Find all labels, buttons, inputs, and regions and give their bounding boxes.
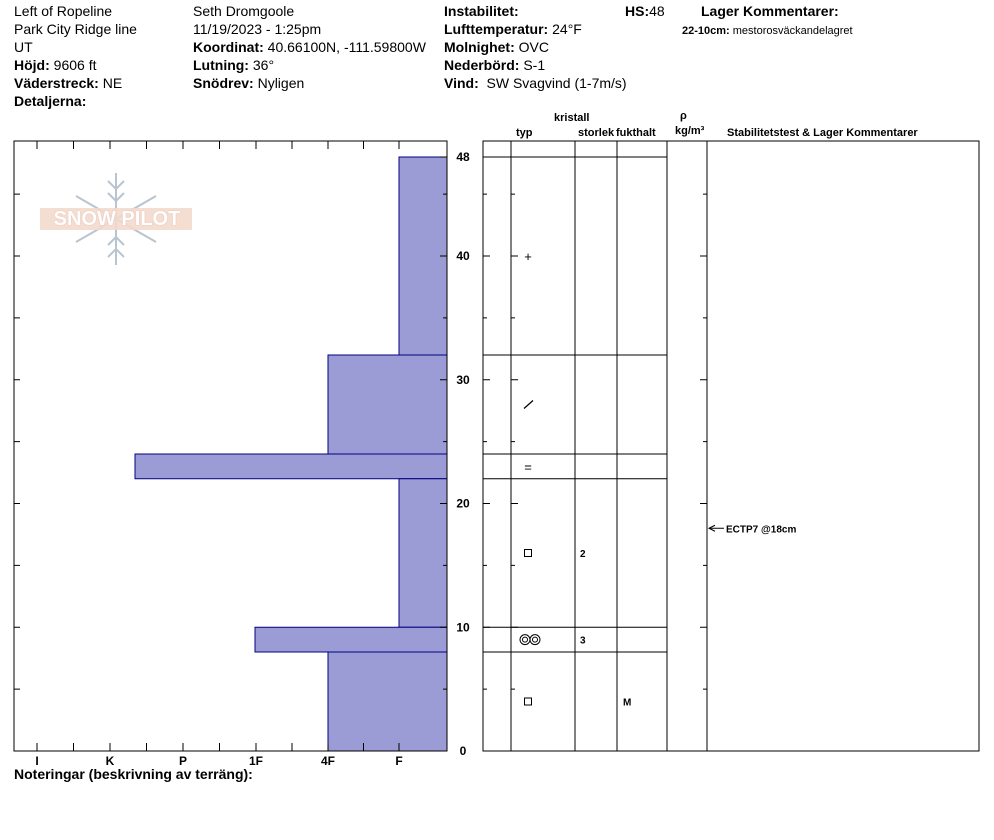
- layer-type-symbol-4-outer-0: [520, 635, 530, 645]
- aspect-label: Väderstreck:: [14, 75, 99, 91]
- layer-table-frame: [483, 141, 979, 751]
- sky-value: OVC: [518, 39, 549, 55]
- layer-comment-text: mestorosväckandelagret: [732, 25, 853, 37]
- layer-comments-label: Lager Kommentarer:: [701, 3, 839, 19]
- elevation-value: 9606 ft: [53, 57, 97, 73]
- y-tick-label-40: 40: [456, 249, 470, 263]
- hardness-bar-0: [399, 157, 447, 355]
- drift-value: Nyligen: [257, 75, 305, 91]
- layer-type-symbol-2: =: [524, 459, 532, 475]
- coordinate-label: Koordinat:: [193, 39, 264, 55]
- stability-test-label-0: ECTP7 @18cm: [726, 524, 797, 536]
- wind-value: SW Svagvind (1-7m/s): [486, 75, 627, 91]
- y-tick-label-10: 10: [456, 620, 470, 635]
- layer-type-symbol-4-outer-1: [530, 635, 540, 645]
- details-label: Detaljerna:: [14, 93, 87, 109]
- y-tick-label-0: 0: [459, 744, 467, 758]
- hardness-bar-2: [135, 454, 447, 479]
- aspect-value: NE: [102, 75, 123, 91]
- hardness-bar-1: [328, 355, 447, 454]
- logo-text: SNOW PILOT: [53, 208, 181, 230]
- layer-type-symbol-4-inner-0: [523, 637, 528, 642]
- crystal-header: kristall: [554, 112, 590, 124]
- drift-label: Snödrev:: [193, 75, 254, 91]
- state-name: UT: [14, 39, 33, 55]
- hardness-bar-4: [255, 627, 447, 652]
- notes-label: Noteringar (beskrivning av terräng):: [14, 766, 253, 782]
- layer-size-3: 2: [580, 549, 586, 560]
- slope-value: 36°: [252, 57, 275, 73]
- location-name: Left of Ropeline: [14, 3, 113, 19]
- layer-type-symbol-4-inner-1: [533, 637, 538, 642]
- x-tick-label-K: K: [105, 754, 115, 768]
- size-header: storlek: [578, 127, 615, 139]
- y-tick-label-30: 30: [456, 372, 470, 387]
- instability-label: Instabilitet:: [444, 3, 519, 19]
- y-tick-label-20: 20: [456, 496, 470, 511]
- wind-label: Vind:: [444, 75, 479, 91]
- airtemp-value: 24°F: [552, 21, 582, 37]
- hs-label: HS:: [625, 3, 650, 19]
- layer-moisture-5: M: [623, 697, 632, 709]
- density-unit-header: kg/m³: [675, 125, 705, 137]
- layer-type-symbol-0: +: [524, 249, 532, 264]
- type-header: typ: [516, 127, 533, 139]
- x-tick-label-I: I: [35, 754, 39, 768]
- rho-header: ρ: [680, 110, 687, 122]
- x-tick-label-P: P: [178, 754, 188, 768]
- precip-label: Nederbörd:: [444, 57, 520, 73]
- airtemp-label: Lufttemperatur:: [444, 21, 549, 37]
- stability-header: Stabilitetstest & Lager Kommentarer: [727, 127, 918, 139]
- hs-value: 48: [649, 3, 665, 19]
- route-name: Park City Ridge line: [14, 21, 137, 37]
- x-tick-label-1F: 1F: [248, 754, 264, 768]
- observation-datetime: 11/19/2023 - 1:25pm: [193, 21, 322, 37]
- elevation-label: Höjd:: [14, 57, 50, 73]
- hardness-bar-3: [399, 479, 447, 628]
- layer-comment-depth: 22-10cm:: [682, 25, 730, 37]
- sky-label: Molnighet:: [444, 39, 515, 55]
- slope-label: Lutning:: [193, 57, 249, 73]
- coordinate-value: 40.66100N, -111.59800W: [267, 39, 426, 55]
- hardness-bar-5: [328, 652, 447, 751]
- precip-value: S-1: [523, 57, 546, 73]
- x-tick-label-F: F: [395, 754, 403, 768]
- layer-type-symbol-5: [525, 698, 532, 705]
- x-tick-label-4F: 4F: [320, 754, 336, 768]
- observer-name: Seth Dromgoole: [193, 3, 295, 19]
- moisture-header: fukthalt: [616, 127, 656, 139]
- layer-type-symbol-3: [525, 550, 532, 557]
- layer-size-4: 3: [580, 635, 586, 647]
- layer-type-symbol-1: [524, 401, 533, 409]
- y-tick-label-48: 48: [456, 150, 470, 164]
